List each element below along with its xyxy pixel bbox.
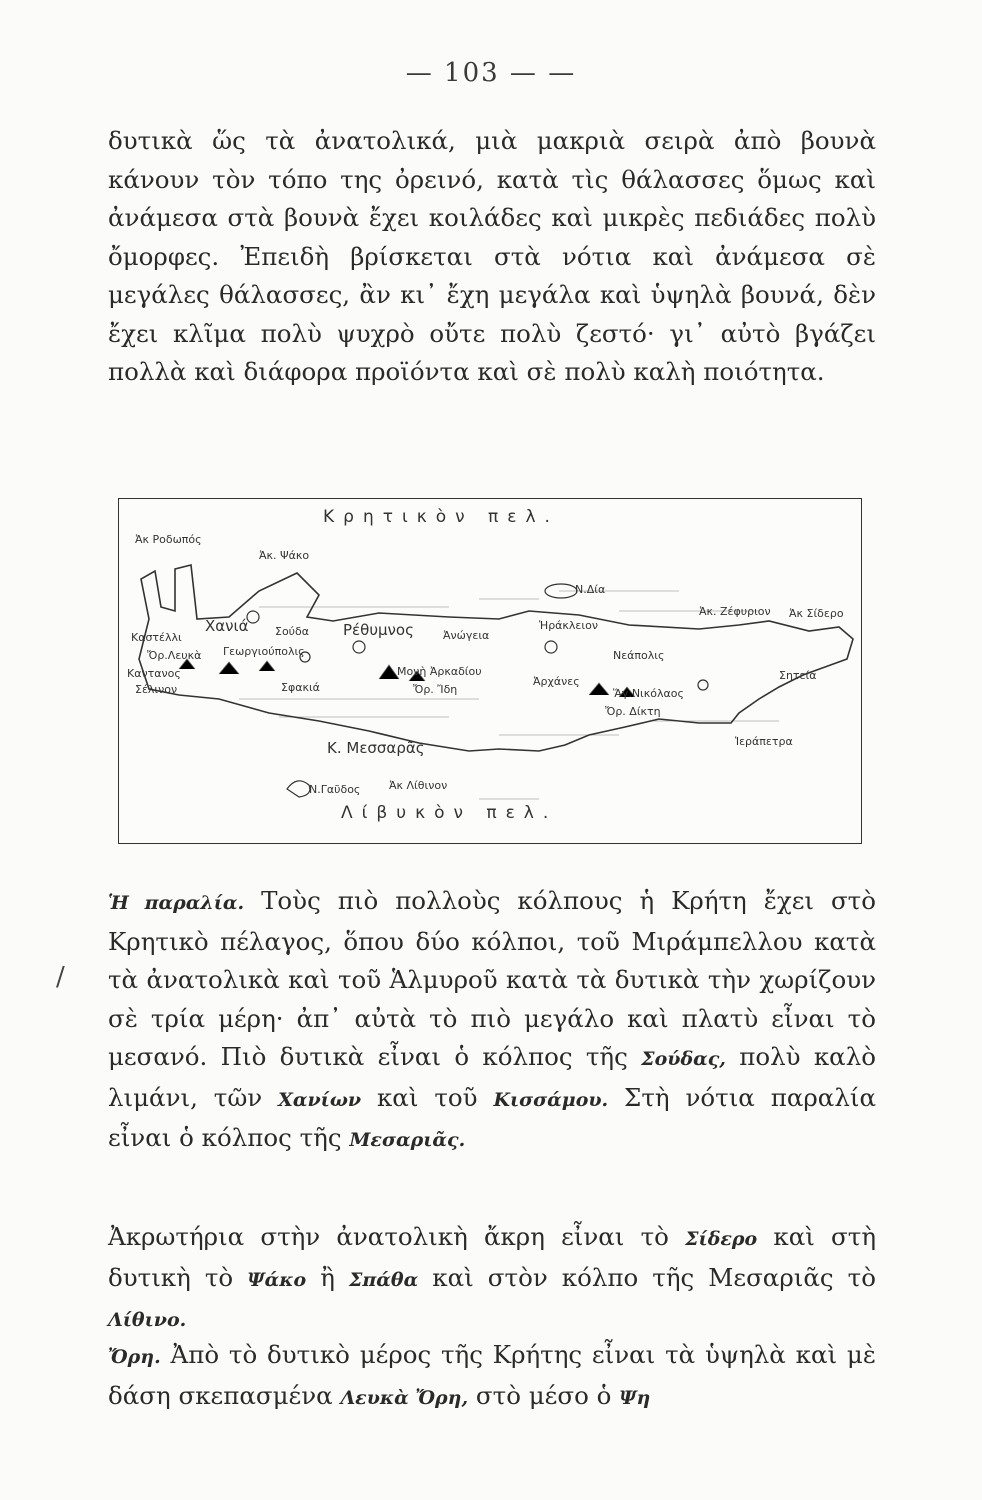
map-label-akrotiri: Ἀκ. Ψάκο <box>259 549 310 562</box>
south-sea-label: Λίβυκὸν πελ. <box>341 803 558 823</box>
map-label-selino: Σέλινον <box>135 683 178 696</box>
sidero-term: Σίδερο <box>685 1228 758 1250</box>
map-label-agnikolaos: Ἅγ.Νικόλαος <box>613 687 684 700</box>
kissamos-term: Κισσάμου. <box>493 1088 609 1111</box>
coast-text-2: πολὺ καλὸ λιμάνι, τῶν <box>108 1042 876 1112</box>
souda-term: Σούδας, <box>641 1048 726 1070</box>
mountains-text-2: στὸ μέσο ὁ <box>468 1380 620 1410</box>
coast-text-1: Τοὺς πιὸ πολλοὺς κόλπους ἡ Κρήτη ἔχει στὸ Κρητικὸ πέλαγος, ὅπου δύο κόλποι, τοῦ Μιράμπελλου κατὰ τὰ ἀνατολικὰ καὶ τοῦ Ἁλμυροῦ κατὰ τὰ δυτικὰ τὴν χωρίζουν σὲ τρία μέρη· ἀπ᾿ αὐτὰ τὸ πιὸ μεγάλο καὶ πλατὺ εἶναι τὸ μεσανό. Πιὸ δυτικὰ εἶναι ὁ κόλπος τῆς <box>108 886 876 1071</box>
map-label-georgioupoli: Γεωργιούπολις <box>223 645 305 658</box>
psi-term: Ψη <box>619 1386 651 1409</box>
spatha-term: Σπάθα <box>348 1268 419 1291</box>
map-label-neapoli: Νεάπολις <box>613 649 665 662</box>
coast-text-4: Στὴ νότια παραλία εἶναι ὁ κόλπος τῆς <box>108 1082 877 1152</box>
intro-paragraph: δυτικὰ ὥς τὰ ἀνατολικά, μιὰ μακριὰ σειρὰ ἀπὸ βουνὰ κάνουν τὸν τόπο της ὀρεινό, κατὰ τὶς θάλασσες ὅμως καὶ ἀνάμεσα στὰ βουνὰ ἔχει κοιλάδες καὶ μικρὲς πεδιάδες πολὺ ὄμορφες. Ἐπειδὴ βρίσκεται στὰ νότια καὶ ἀνάμεσα σὲ μεγάλες θάλασσες, ἂν κι᾿ ἔχη μεγάλα καὶ ὑψηλὰ βουνά, δὲν ἔχει κλῖμα πολὺ ψυχρὸ οὔτε πολὺ ζεστό· γι᾿ αὐτὸ βγάζει πολλὰ καὶ διάφορα προϊόντα καὶ σὲ πολὺ καλὴ ποιότητα. <box>108 126 876 386</box>
capes-text-4: καὶ στὸν κόλπο τῆς Μεσαριᾶς τὸ <box>418 1262 876 1292</box>
psako-term: Ψάκο <box>247 1268 307 1291</box>
margin-mark: / <box>56 962 65 992</box>
map-label-chania: Χανιά <box>205 617 249 635</box>
capes-text-2: καὶ στὴ δυτικὴ τὸ <box>108 1222 876 1292</box>
map-label-arkadi: Μονὴ Ἀρκαδίου <box>397 665 482 678</box>
chania-term: Χανίων <box>278 1088 362 1111</box>
north-sea-label: Κρητικὸν πελ. <box>323 507 559 527</box>
map-label-kantanos: Καντανος <box>127 667 181 680</box>
map-label-anogeia: Ἀνώγεια <box>443 629 490 642</box>
map-label-souda: Σούδα <box>275 625 310 638</box>
map-label-rodopos: Ἀκ Ροδωπός <box>135 533 202 546</box>
mesara-term: Μεσαριᾶς. <box>349 1129 466 1151</box>
map-label-sfakia: Σφακιά <box>281 681 320 694</box>
mountains-heading: Ὄρη. <box>108 1346 161 1368</box>
map-label-rethymno: Ρέθυμνος <box>343 621 414 639</box>
map-label-sideros: Ἀκ Σίδερο <box>789 607 844 620</box>
lefka-term: Λευκὰ Ὄρη, <box>340 1386 469 1409</box>
coast-paragraph <box>108 882 876 1160</box>
page-number: — 103 — — <box>405 58 577 88</box>
map-label-dia: Ν.Δία <box>575 583 606 596</box>
map-label-archanes: Ἀρχάνες <box>533 675 580 688</box>
map-label-dikti: Ὄρ. Δίκτη <box>605 705 661 718</box>
capes-text-1: Ἀκρωτήρια στὴν ἀνατολικὴ ἄκρη εἶναι τὸ <box>108 1222 686 1251</box>
map-label-ierapetra: Ἱεράπετρα <box>735 735 793 748</box>
coast-text-3: καὶ τοῦ <box>361 1082 494 1112</box>
crete-outline <box>119 499 863 845</box>
map-label-siteia: Σητεία <box>779 669 817 682</box>
map-label-gavdos: Ν.Γαῦδος <box>309 783 361 796</box>
lithino-term: Λίθινο. <box>108 1309 187 1331</box>
mountains-text-1: Ἀπὸ τὸ δυτικὸ μέρος τῆς Κρήτης εἶναι τὰ ὑψηλὰ καὶ μὲ δάση σκεπασμένα <box>108 1340 876 1410</box>
map-label-psyra: Ἀκ. Ζέφυριον <box>699 605 771 618</box>
coast-heading: Ἡ παραλία. <box>108 892 245 914</box>
map-label-lithino: Ἀκ Λίθινον <box>389 779 448 792</box>
capes-paragraph <box>108 1218 876 1340</box>
capes-text-3: ἢ <box>306 1262 349 1292</box>
map-label-kastelli: Καστέλλι <box>131 631 182 644</box>
map-label-lefka: Ὄρ.Λευκὰ <box>147 649 202 662</box>
mountains-paragraph <box>108 1336 876 1417</box>
map-label-messara: Κ. Μεσσαρᾶς <box>327 739 425 757</box>
crete-map <box>118 498 862 844</box>
map-label-ida: Ὄρ. Ἴδη <box>413 683 458 696</box>
map-label-irakleio: Ἡράκλειον <box>539 619 598 632</box>
